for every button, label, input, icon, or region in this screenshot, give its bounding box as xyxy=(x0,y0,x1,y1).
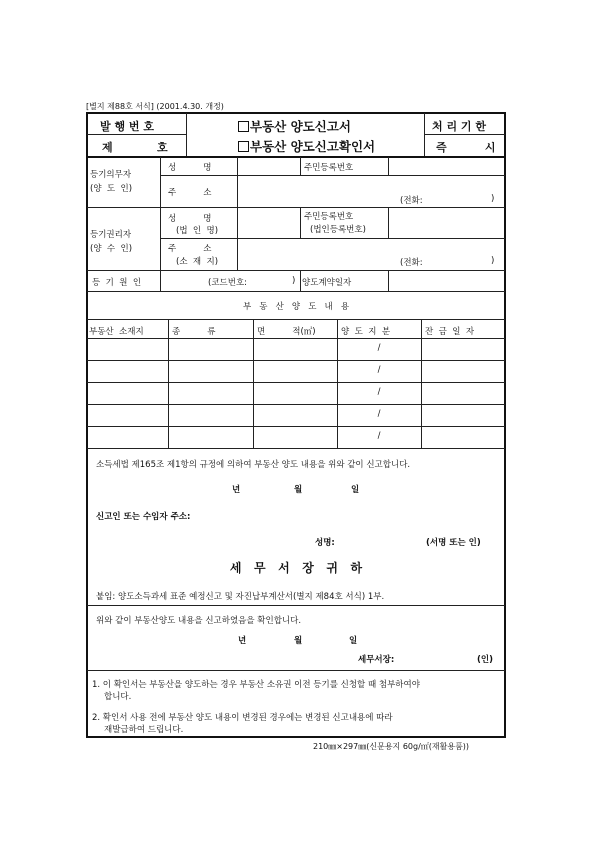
addressee-tax-office: 세 무 서 장 귀 하 xyxy=(229,561,363,575)
paper-spec-footer: 210㎜×297㎜(신문용지 60g/㎡(재활용품)) xyxy=(313,742,470,751)
table-row-share: / xyxy=(377,431,381,441)
note-1-cont: 합니다. xyxy=(104,692,132,702)
property-section-title: 부 동 산 양 도 내 용 xyxy=(242,302,350,312)
transferee-address-field[interactable] xyxy=(240,240,502,268)
transferor-address-label: 주 소 xyxy=(168,188,212,198)
transferor-address-field[interactable] xyxy=(240,177,502,205)
checkbox-transfer-confirmation[interactable] xyxy=(238,141,249,152)
ho-label: 호 xyxy=(157,141,168,154)
confirmation-day: 일 xyxy=(349,636,358,646)
transferee-location-label: (소 재 지) xyxy=(176,257,219,267)
confirmation-statement: 위와 같이 부동산양도 내용을 신고하였음을 확인합니다. xyxy=(96,616,302,626)
obligee-label: 등기권리자 xyxy=(90,230,132,240)
attachment-note: 붙임: 양도소득과세 표준 예정신고 및 자진납부계산서(별지 제84호 서식) 1부. xyxy=(96,592,385,602)
col-header-type: 종 류 xyxy=(172,327,216,337)
note-1: 1. 이 확인서는 부동산을 양도하는 경우 부동산 소유권 이전 등기를 신청할 때 첨부하여야 xyxy=(92,680,420,690)
deadline-value: 즉 시 xyxy=(436,141,496,154)
je-label: 제 xyxy=(102,141,113,154)
confirmation-month: 월 xyxy=(294,636,303,646)
title-transfer-report: 부동산 양도신고서 xyxy=(238,117,351,135)
transferee-phone-close: ) xyxy=(491,256,495,266)
transferee-name-field[interactable] xyxy=(240,209,297,237)
col-header-area: 면 적(㎡) xyxy=(257,327,316,337)
filer-name-label: 성명: xyxy=(315,538,335,548)
sign-or-seal-label: (서명 또는 인) xyxy=(426,538,481,548)
table-row-share: / xyxy=(377,343,381,353)
transferee-corp-name-label: (법 인 명) xyxy=(176,226,219,236)
transferee-name-label: 성 명 xyxy=(168,214,212,224)
confirmation-year: 년 xyxy=(238,636,247,646)
code-number-label: (코드번호: xyxy=(208,278,248,288)
transferor-label: (양 도 인) xyxy=(90,184,133,194)
transferee-address-label: 주 소 xyxy=(168,244,212,254)
code-number-close: ) xyxy=(292,276,296,286)
col-header-share: 양 도 지 분 xyxy=(341,327,391,337)
declaration-year: 년 xyxy=(232,485,241,495)
table-row-share: / xyxy=(377,409,381,419)
issue-number-label: 발 행 번 호 xyxy=(100,120,154,133)
form-number-header: [별지 제88호 서식] (2001.4.30. 개정) xyxy=(86,102,224,111)
transferee-rrn-label: 주민등록번호 xyxy=(304,212,354,222)
note-2: 2. 확인서 사용 전에 부동산 양도 내용이 변경된 경우에는 변경된 신고내용에 따라 xyxy=(92,713,393,723)
checkbox-transfer-report[interactable] xyxy=(238,121,249,132)
table-row-share: / xyxy=(377,365,381,375)
seal-label: (인) xyxy=(477,655,493,665)
transferee-phone-label: (전화: xyxy=(400,258,423,268)
transferor-rrn-label: 주민등록번호 xyxy=(304,163,354,173)
tax-chief-label: 세무서장: xyxy=(358,655,395,665)
contract-date-label: 양도계약일자 xyxy=(302,278,352,288)
declaration-day: 일 xyxy=(351,485,360,495)
transferor-name-label: 성 명 xyxy=(168,163,212,173)
declaration-statement: 소득세법 제165조 제1항의 규정에 의하여 부동산 양도 내용을 위와 같이 신고합니다. xyxy=(96,460,411,470)
registration-cause-label: 등 기 원 인 xyxy=(92,278,142,288)
transferor-phone-close: ) xyxy=(491,194,495,204)
col-header-location: 부동산 소재지 xyxy=(89,327,144,337)
declaration-month: 월 xyxy=(294,485,303,495)
transferor-phone-label: (전화: xyxy=(400,196,423,206)
note-2-cont: 재발급하여 드립니다. xyxy=(104,725,184,735)
table-row-share: / xyxy=(377,387,381,397)
obligor-label: 등기의무자 xyxy=(90,170,132,180)
transferor-name-field[interactable] xyxy=(240,158,297,174)
deadline-label: 처 리 기 한 xyxy=(432,120,486,133)
transferor-rrn-field[interactable] xyxy=(391,158,503,174)
contract-date-field[interactable] xyxy=(391,273,503,289)
col-header-balance-date: 잔 금 일 자 xyxy=(425,327,475,337)
transferee-rrn-field[interactable] xyxy=(391,209,503,237)
transferee-corp-rrn-label: (법인등록번호) xyxy=(310,225,366,235)
transferee-label: (양 수 인) xyxy=(90,244,133,254)
filer-address-label: 신고인 또는 수임자 주소: xyxy=(96,512,191,522)
title-transfer-confirmation: 부동산 양도신고확인서 xyxy=(238,137,375,155)
